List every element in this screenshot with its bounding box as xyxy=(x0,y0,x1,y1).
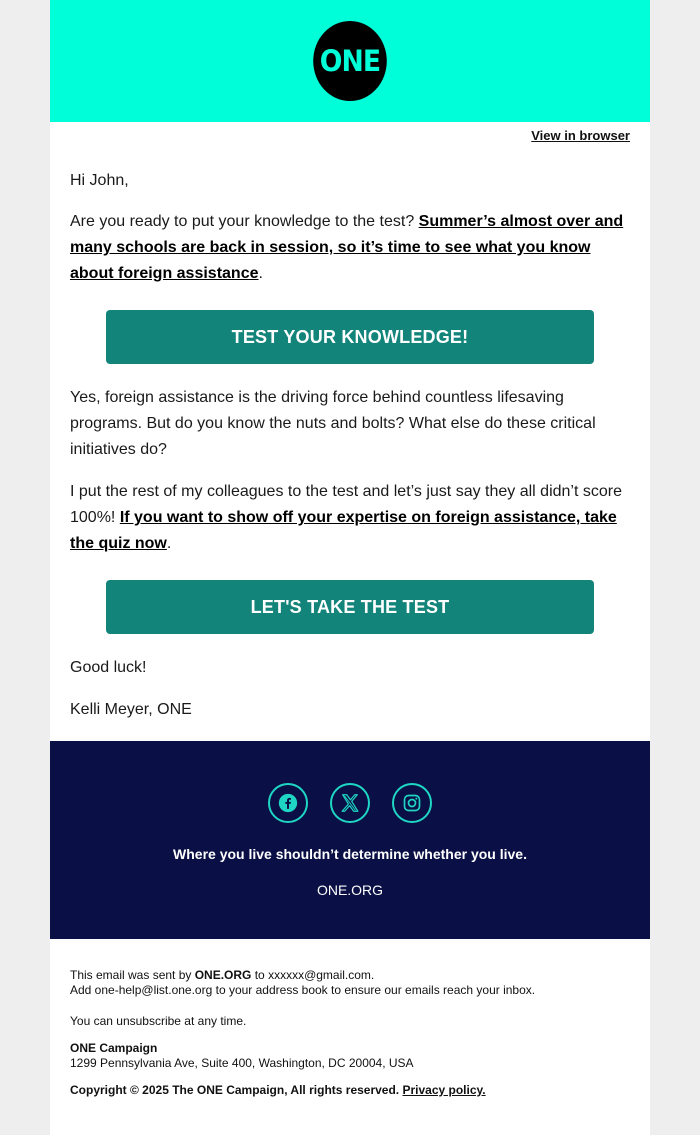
colleagues-paragraph xyxy=(70,479,630,557)
instagram-icon[interactable] xyxy=(392,783,432,823)
intro-tail: . xyxy=(258,265,263,282)
sent-to: to xxxxxx@gmail.com. xyxy=(251,968,375,982)
one-org-link[interactable]: ONE.ORG xyxy=(316,882,384,898)
intro-text: Are you ready to put your knowledge to the test? xyxy=(70,213,419,230)
intro-link[interactable]: Summer’s almost over and many schools are back in session, so it’s time to see what you know about foreign assistance xyxy=(70,213,624,282)
footer-tagline: Where you live shouldn’t determine whether you live. xyxy=(173,846,527,862)
greeting: Hi John, xyxy=(70,172,129,189)
social-links xyxy=(50,783,650,823)
colleagues-text: I put the rest of my colleagues to the test and let’s just say they all didn’t score 100%! xyxy=(70,483,622,526)
address-book-line: Add one-help@list.one.org to your address book to ensure our emails reach your inbox. xyxy=(70,983,536,997)
footer-site xyxy=(50,882,650,898)
copyright-line xyxy=(70,1083,630,1098)
org-name xyxy=(70,1041,630,1056)
take-quiz-link[interactable]: If you want to show off your expertise on foreign assistance, take the quiz now xyxy=(70,509,617,552)
logo-text: ONE xyxy=(319,44,381,78)
legal-footer xyxy=(70,968,630,1098)
view-in-browser-row xyxy=(50,122,650,146)
sent-by-line xyxy=(70,968,630,983)
one-logo[interactable] xyxy=(313,21,387,101)
take-the-test-button[interactable]: LET'S TAKE THE TEST xyxy=(106,580,594,634)
unsubscribe-line: You can unsubscribe at any time. xyxy=(70,1014,247,1028)
copyright-text: Copyright © 2025 The ONE Campaign, All rights reserved. xyxy=(70,1083,403,1097)
org-address: 1299 Pennsylvania Ave, Suite 400, Washington, DC 20004, USA xyxy=(70,1056,414,1070)
closing-text: Good luck! xyxy=(70,659,147,676)
org-name-text: ONE Campaign xyxy=(70,1041,158,1055)
sent-prefix: This email was sent by xyxy=(70,968,195,982)
signature: Kelli Meyer, ONE xyxy=(70,701,192,718)
sent-org: ONE.ORG xyxy=(194,968,252,982)
test-your-knowledge-button[interactable]: TEST YOUR KNOWLEDGE! xyxy=(106,310,594,364)
body-paragraph: Yes, foreign assistance is the driving force behind countless lifesaving programs. But do you know the nuts and bolts? What else do these critical initiatives do? xyxy=(70,389,596,458)
view-in-browser-link[interactable]: View in browser xyxy=(531,128,630,143)
x-icon[interactable] xyxy=(330,783,370,823)
email-container xyxy=(50,0,650,1135)
footer-dark xyxy=(50,741,650,939)
facebook-icon[interactable] xyxy=(268,783,308,823)
email-header xyxy=(50,0,650,122)
intro-paragraph xyxy=(70,209,630,287)
privacy-policy-link[interactable]: Privacy policy. xyxy=(402,1083,486,1097)
colleagues-tail: . xyxy=(166,535,172,552)
